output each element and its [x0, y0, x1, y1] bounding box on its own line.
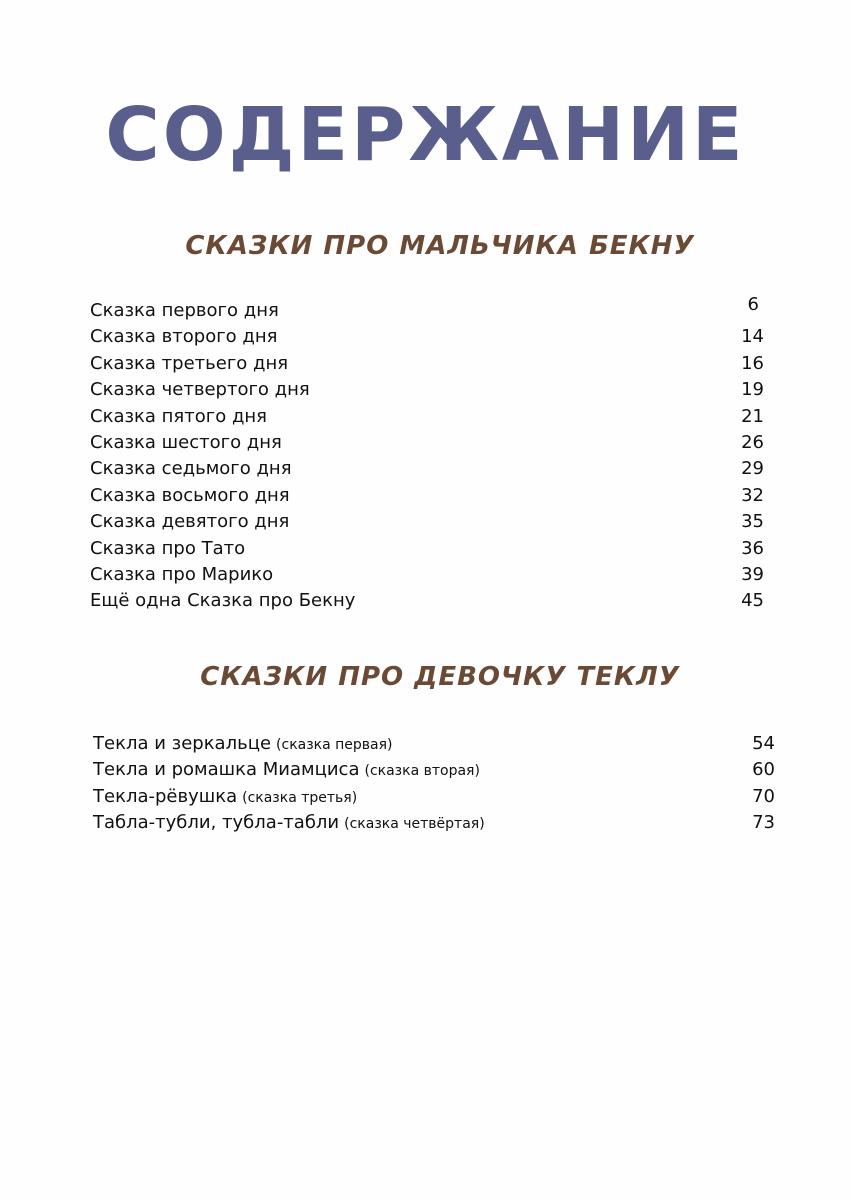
section-heading-tekla: СКАЗКИ ПРО ДЕВОЧКУ ТЕКЛУ [200, 662, 680, 692]
toc-entry-title-text: Сказка шестого дня [90, 431, 282, 453]
toc-list-bekna [90, 294, 790, 615]
toc-entry [90, 588, 790, 614]
toc-entry [90, 562, 790, 588]
toc-entry-title [90, 351, 288, 377]
page-title: СОДЕРЖАНИЕ [105, 92, 746, 178]
toc-entry-page-number: 60 [752, 759, 775, 781]
toc-entry-note: (сказка вторая) [364, 763, 480, 780]
toc-entry-title [90, 536, 245, 562]
toc-entry-page-number: 70 [752, 785, 775, 807]
toc-entry [90, 351, 790, 377]
toc-entry-title [90, 298, 279, 324]
toc-entry-page-number: 6 [747, 294, 759, 315]
toc-entry-note: (сказка четвёртая) [344, 816, 485, 833]
toc-entry-title-text: Сказка восьмого дня [90, 484, 290, 506]
toc-entry-title-text: Сказка первого дня [90, 300, 279, 321]
toc-entry-title [93, 757, 480, 784]
toc-entry-title-text: Сказка про Тато [90, 537, 246, 559]
toc-entry [90, 536, 790, 562]
toc-entry-title [93, 784, 357, 811]
toc-entry-page-number: 21 [741, 405, 764, 427]
toc-entry-note: (сказка первая) [276, 737, 393, 753]
toc-entry [93, 731, 793, 757]
toc-entry [90, 430, 790, 456]
toc-entry-title-text: Сказка пятого дня [90, 405, 267, 427]
toc-entry-title-text: Сказка четвертого дня [90, 379, 310, 401]
toc-entry-page-number: 14 [741, 326, 764, 348]
toc-entry [90, 377, 790, 403]
toc-entry-title-text: Сказка девятого дня [90, 511, 290, 533]
section-heading-bekna: СКАЗКИ ПРО МАЛЬЧИКА БЕКНУ [185, 231, 695, 261]
toc-entry [93, 810, 793, 836]
toc-entry-title [90, 509, 289, 535]
toc-entry-title-text: Ещё одна Сказка про Бекну [90, 590, 356, 612]
toc-entry-title-text: Сказка второго дня [90, 326, 278, 348]
toc-entry-title [90, 483, 290, 509]
toc-entry-title [90, 377, 310, 403]
toc-entry-title [93, 810, 485, 837]
toc-entry-title-text: Табла-тубли, тубла-табли [93, 812, 340, 834]
toc-entry [90, 294, 790, 324]
toc-entry-title [90, 562, 273, 588]
toc-entry-title-text: Текла-рёвушка [93, 785, 238, 807]
toc-entry [93, 757, 793, 783]
toc-entry [90, 324, 790, 350]
toc-entry-title [90, 324, 277, 350]
toc-entry-title [90, 404, 267, 430]
toc-entry-page-number: 19 [741, 379, 764, 401]
toc-entry-title-text: Сказка третьего дня [90, 352, 289, 374]
toc-entry-title [93, 731, 393, 758]
toc-entry-title [90, 430, 282, 456]
toc-entry-page-number: 26 [741, 431, 764, 453]
toc-entry-page-number: 36 [741, 537, 764, 559]
toc-entry [90, 483, 790, 509]
toc-entry-title [90, 588, 355, 614]
toc-entry-page-number: 29 [741, 458, 764, 480]
toc-entry-title-text: Текла и зеркальце [93, 733, 272, 754]
toc-entry-page-number: 35 [741, 511, 764, 533]
toc-entry [90, 404, 790, 430]
toc-list-tekla [93, 731, 793, 837]
toc-entry [90, 456, 790, 482]
toc-entry-title-text: Текла и ромашка Миамциса [93, 759, 360, 781]
toc-entry-page-number: 54 [752, 733, 775, 754]
toc-entry [93, 784, 793, 810]
toc-entry [90, 509, 790, 535]
toc-entry-title [90, 456, 292, 482]
toc-entry-title-text: Сказка седьмого дня [90, 458, 292, 480]
toc-entry-page-number: 73 [752, 812, 775, 834]
toc-entry-page-number: 32 [741, 484, 764, 506]
toc-entry-page-number: 16 [741, 352, 764, 374]
toc-entry-page-number: 39 [741, 563, 764, 585]
toc-entry-title-text: Сказка про Марико [90, 563, 274, 585]
toc-entry-note: (сказка третья) [242, 789, 358, 806]
toc-entry-page-number: 45 [741, 590, 764, 612]
